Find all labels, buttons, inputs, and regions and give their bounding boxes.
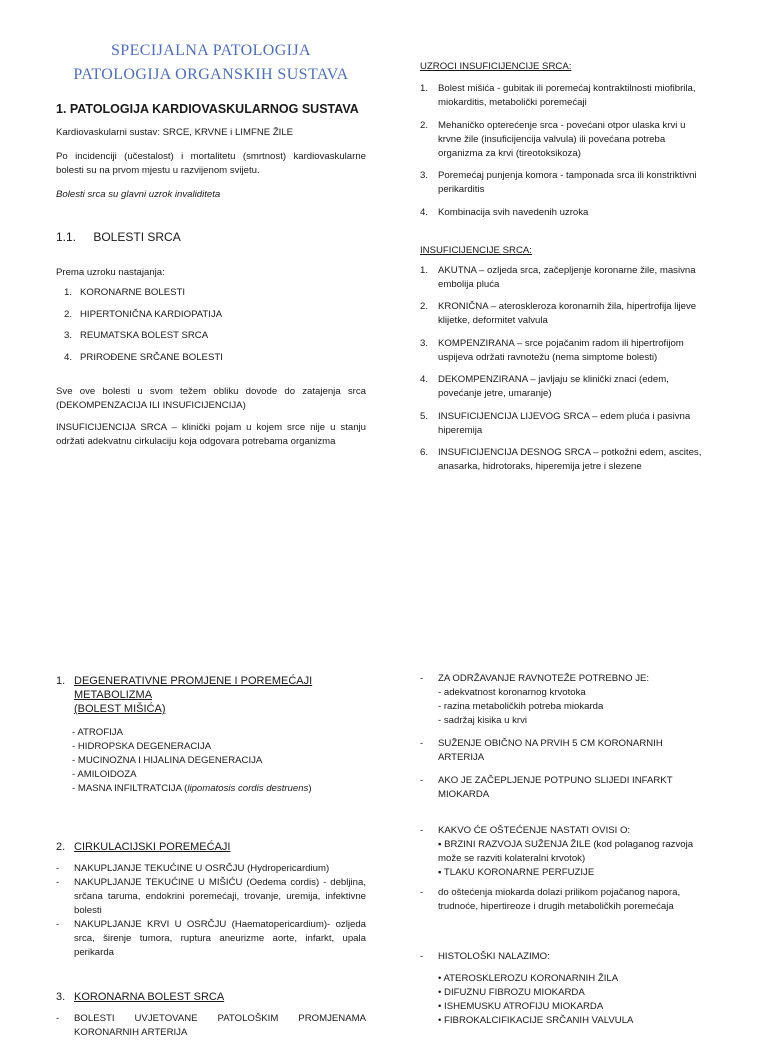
item-number: 4. (420, 374, 429, 385)
list-item (72, 782, 366, 796)
list-item: - razina metaboličkih potreba miokarda (438, 701, 604, 712)
item-text: ZA ODRŽAVANJE RAVNOTEŽE POTREBNO JE: (438, 673, 650, 684)
left-top-column (56, 44, 366, 449)
paragraph: INSUFICIJENCIJA SRCA – klinički pojam u kojem srce nije u stanju održati adekvatnu cirkulaciju koja odgovara potrebama organizma (56, 421, 366, 447)
list-item (64, 308, 366, 322)
list-item: • DIFUZNU FIBROZU MIOKARDA (438, 987, 585, 998)
item-number: 6. (420, 447, 429, 458)
dash-item: - KAKVO ĆE OŠTEĆENJE NASTATI OVISI O: (420, 825, 631, 836)
sub-list (420, 972, 710, 1028)
section-number: 1. (56, 675, 66, 687)
list-item (420, 337, 710, 365)
right-top-column (420, 60, 710, 483)
list-item: - BOLESTI UVJETOVANE PATOLOŠKIM PROMJENAMA KORONARNIH ARTERIJA (56, 1013, 366, 1038)
item-text: AKUTNA – ozljeda srca, začepljenje koronarne žile, masivna embolija pluća (438, 264, 696, 290)
sub-list (420, 838, 710, 880)
list-item: - sadržaj kisika u krvi (438, 715, 528, 726)
item-number: 1. (420, 83, 429, 94)
item-number: 3. (64, 330, 73, 341)
item-text: KOMPENZIRANA – srce pojačanim radom ili hipertrofijom uspijeva održati ravnotežu (nema simptome bolesti) (438, 337, 684, 363)
list-item (64, 329, 366, 343)
item-text: HIPERTONIČNA KARDIOPATIJA (80, 308, 223, 320)
causes-list (64, 286, 366, 365)
item-number: 1. (64, 287, 73, 298)
section-number: 2. (56, 841, 66, 853)
types-list (420, 264, 710, 475)
list-item (420, 446, 710, 474)
item-number: 4. (420, 206, 429, 218)
item-text: NAKUPLJANJE TEKUĆINE U OSRČJU (Hydropericardium) (74, 863, 330, 874)
item-text: Bolest mišića - gubitak ili poremećaj kontraktilnosti miofibrila, miokarditis, metabolički poremećaji (438, 83, 696, 108)
item-text: - MASNA INFILTRATCIJA ( (72, 783, 188, 794)
list-item (420, 206, 710, 220)
section-heading (56, 990, 366, 1004)
list-item: - HIDROPSKA DEGENERACIJA (72, 741, 212, 752)
list-item: ▪ BRZINI RAZVOJA SUŽENJA ŽILE (kod polaganog razvoja može se razviti kolateralni krvotok) (438, 839, 694, 864)
item-number: 2. (420, 119, 429, 131)
item-latin: lipomatosis cordis destruens (187, 783, 309, 794)
paragraph: Po incidenciji (učestalost) i mortalitetu (smrtnost) kardiovaskularne bolesti su na prvom mjestu u razvijenom svijetu. (56, 151, 366, 176)
list-item: • FIBROKALCIFIKACIJE SRČANIH VALVULA (438, 1015, 634, 1026)
paragraph: Kardiovaskularni sustav: SRCE, KRVNE i LIMFNE ŽILE (56, 127, 294, 138)
section-heading (56, 674, 366, 716)
page-subtitle: PATOLOGIJA ORGANSKIH SUSTAVA (73, 66, 349, 83)
sub-list (420, 686, 710, 728)
list-item: • ATEROSKLEROZU KORONARNIH ŽILA (438, 973, 619, 984)
item-text: BOLESTI UVJETOVANE PATOLOŠKIM PROMJENAMA KORONARNIH ARTERIJA (74, 1013, 366, 1038)
page-title: SPECIJALNA PATOLOGIJA (111, 42, 311, 59)
item-text: Mehaničko opterećenje srca - povećani otpor ulaska krvi u krvne žile (insuficijencija valvula) ili povećana potreba organizma za krvi (tireotoksikoza) (438, 119, 686, 159)
dash-item: - do oštećenja miokarda dolazi prilikom pojačanog napora, trudnoće, hipertireoze i drugih metaboličkih poremećaja (420, 887, 681, 912)
paragraph: Sve ove bolesti u svom težem obliku dovode do zatajenja srca (DEKOMPENZACIJA ILI INSUFICIJENCIJA) (56, 385, 366, 411)
item-number: 2. (64, 308, 73, 320)
dash-item: - SUŽENJE OBIČNO NA PRVIH 5 CM KORONARNIH ARTERIJA (420, 738, 663, 763)
item-text: KAKVO ĆE OŠTEĆENJE NASTATI OVISI O: (438, 825, 631, 836)
list-item (420, 373, 710, 401)
list-item: • ISHEMUSKU ATROFIJU MIOKARDA (438, 1001, 604, 1012)
item-text: Poremećaj punjenja komora - tamponada srca ili konstriktivni perikarditis (438, 170, 697, 195)
list-item (420, 300, 710, 328)
section-heading: 1. PATOLOGIJA KARDIOVASKULARNOG SUSTAVA (56, 102, 359, 116)
section-number: 3. (56, 991, 66, 1003)
item-text: INSUFICIJENCIJA DESNOG SRCA – potkožni edem, ascites, anasarka, hidrotoraks, hiperemija jetre i slezene (438, 447, 702, 472)
item-text: ) (308, 783, 312, 794)
list-item (420, 119, 710, 161)
left-bottom-column (56, 674, 366, 1040)
item-text: DEKOMPENZIRANA – javljaju se klinički znaci (edem, povećanje jetre, umaranje) (438, 374, 669, 399)
item-text: HISTOLOŠKI NALAZIMO: (438, 951, 550, 962)
dash-list (56, 1012, 366, 1040)
dash-item: - AKO JE ZAČEPLJENJE POTPUNO SLIJEDI INFARKT MIOKARDA (420, 775, 673, 800)
item-number: 3. (420, 170, 429, 181)
list-item (64, 286, 366, 300)
section-heading: UZROCI INSUFICIJENCIJE SRCA: (420, 61, 572, 72)
item-text: do oštećenja miokarda dolazi prilikom pojačanog napora, trudnoće, hipertireoze i drugih metaboličkih poremećaja (438, 887, 681, 912)
list-item (420, 264, 710, 292)
list-item (64, 351, 366, 365)
section-title: DEGENERATIVNE PROMJENE I POREMEĆAJI METABOLIZMA (74, 675, 313, 701)
item-number: 5. (420, 410, 429, 422)
dash-item: - HISTOLOŠKI NALAZIMO: (420, 951, 550, 962)
list-item: - NAKUPLJANJE KRVI U OSRČJU (Haematopericardium)- ozljeda srca, širenje tumora, ruptura aneurizme aorte, infarkt, upala perikarda (56, 919, 366, 958)
item-text: PRIROĐENE SRČANE BOLESTI (80, 351, 223, 363)
item-text: SUŽENJE OBIČNO NA PRVIH 5 CM KORONARNIH ARTERIJA (438, 738, 663, 763)
item-text: KRONIČNA – ateroskleroza koronarnih žila, hipertrofija lijeve klijetke, deformitet valvula (438, 301, 697, 326)
item-text: Kombinacija svih navedenih uzroka (438, 206, 589, 218)
bullet-list (56, 726, 366, 796)
section-title: CIRKULACIJSKI POREMEĆAJI (74, 841, 231, 853)
paragraph: Prema uzroku nastajanja: (56, 267, 165, 278)
list-item: - NAKUPLJANJE TEKUĆINE U MIŠIĆU (Oedema cordis) - debljina, srčana taruma, endokrini poremećaji, trovanje, uremija, infektivne bolesti (56, 877, 366, 916)
list-item (420, 82, 710, 110)
item-text: REUMATSKA BOLEST SRCA (80, 330, 209, 341)
item-text: NAKUPLJANJE KRVI U OSRČJU (Haematopericardium)- ozljeda srca, širenje tumora, ruptura aneurizme aorte, infarkt, upala perikarda (74, 919, 366, 958)
section-title-cont: (BOLEST MIŠIĆA) (74, 703, 166, 715)
dash-item: - ZA ODRŽAVANJE RAVNOTEŽE POTREBNO JE: (420, 673, 650, 684)
item-number: 1. (420, 264, 429, 276)
list-item: - MUCINOZNA I HIJALINA DEGENERACIJA (72, 755, 263, 766)
list-item: - AMILOIDOZA (72, 769, 137, 780)
right-bottom-column (420, 672, 710, 1028)
item-text: NAKUPLJANJE TEKUĆINE U MIŠIĆU (Oedema cordis) - debljina, srčana taruma, endokrini poremećaji, trovanje, uremija, infektivne bolesti (74, 877, 366, 916)
list-item: - NAKUPLJANJE TEKUĆINE U OSRČJU (Hydropericardium) (56, 863, 330, 874)
list-item (420, 169, 710, 197)
item-number: 3. (420, 337, 429, 349)
section-heading (56, 840, 366, 854)
item-number: 4. (64, 351, 73, 363)
subsection-title: BOLESTI SRCA (93, 230, 181, 244)
section-title: KORONARNA BOLEST SRCA (74, 991, 225, 1003)
list-item: ▪ TLAKU KORONARNE PERFUZIJE (438, 867, 595, 878)
causes-list (420, 82, 710, 220)
list-item: - ATROFIJA (72, 727, 123, 738)
paragraph-italic: Bolesti srca su glavni uzrok invaliditeta (56, 189, 221, 200)
item-text: INSUFICIJENCIJA LIJEVOG SRCA – edem pluća i pasivna hiperemija (438, 410, 691, 436)
subsection-heading (56, 230, 366, 244)
list-item (420, 410, 710, 438)
section-heading: INSUFICIJENCIJE SRCA: (420, 244, 532, 256)
item-number: 2. (420, 301, 429, 312)
item-text: KORONARNE BOLESTI (80, 287, 186, 298)
dash-list (56, 862, 366, 960)
item-text: AKO JE ZAČEPLJENJE POTPUNO SLIJEDI INFARKT MIOKARDA (438, 775, 673, 800)
subsection-number: 1.1. (56, 230, 77, 244)
list-item: - adekvatnost koronarnog krvotoka (438, 687, 586, 698)
